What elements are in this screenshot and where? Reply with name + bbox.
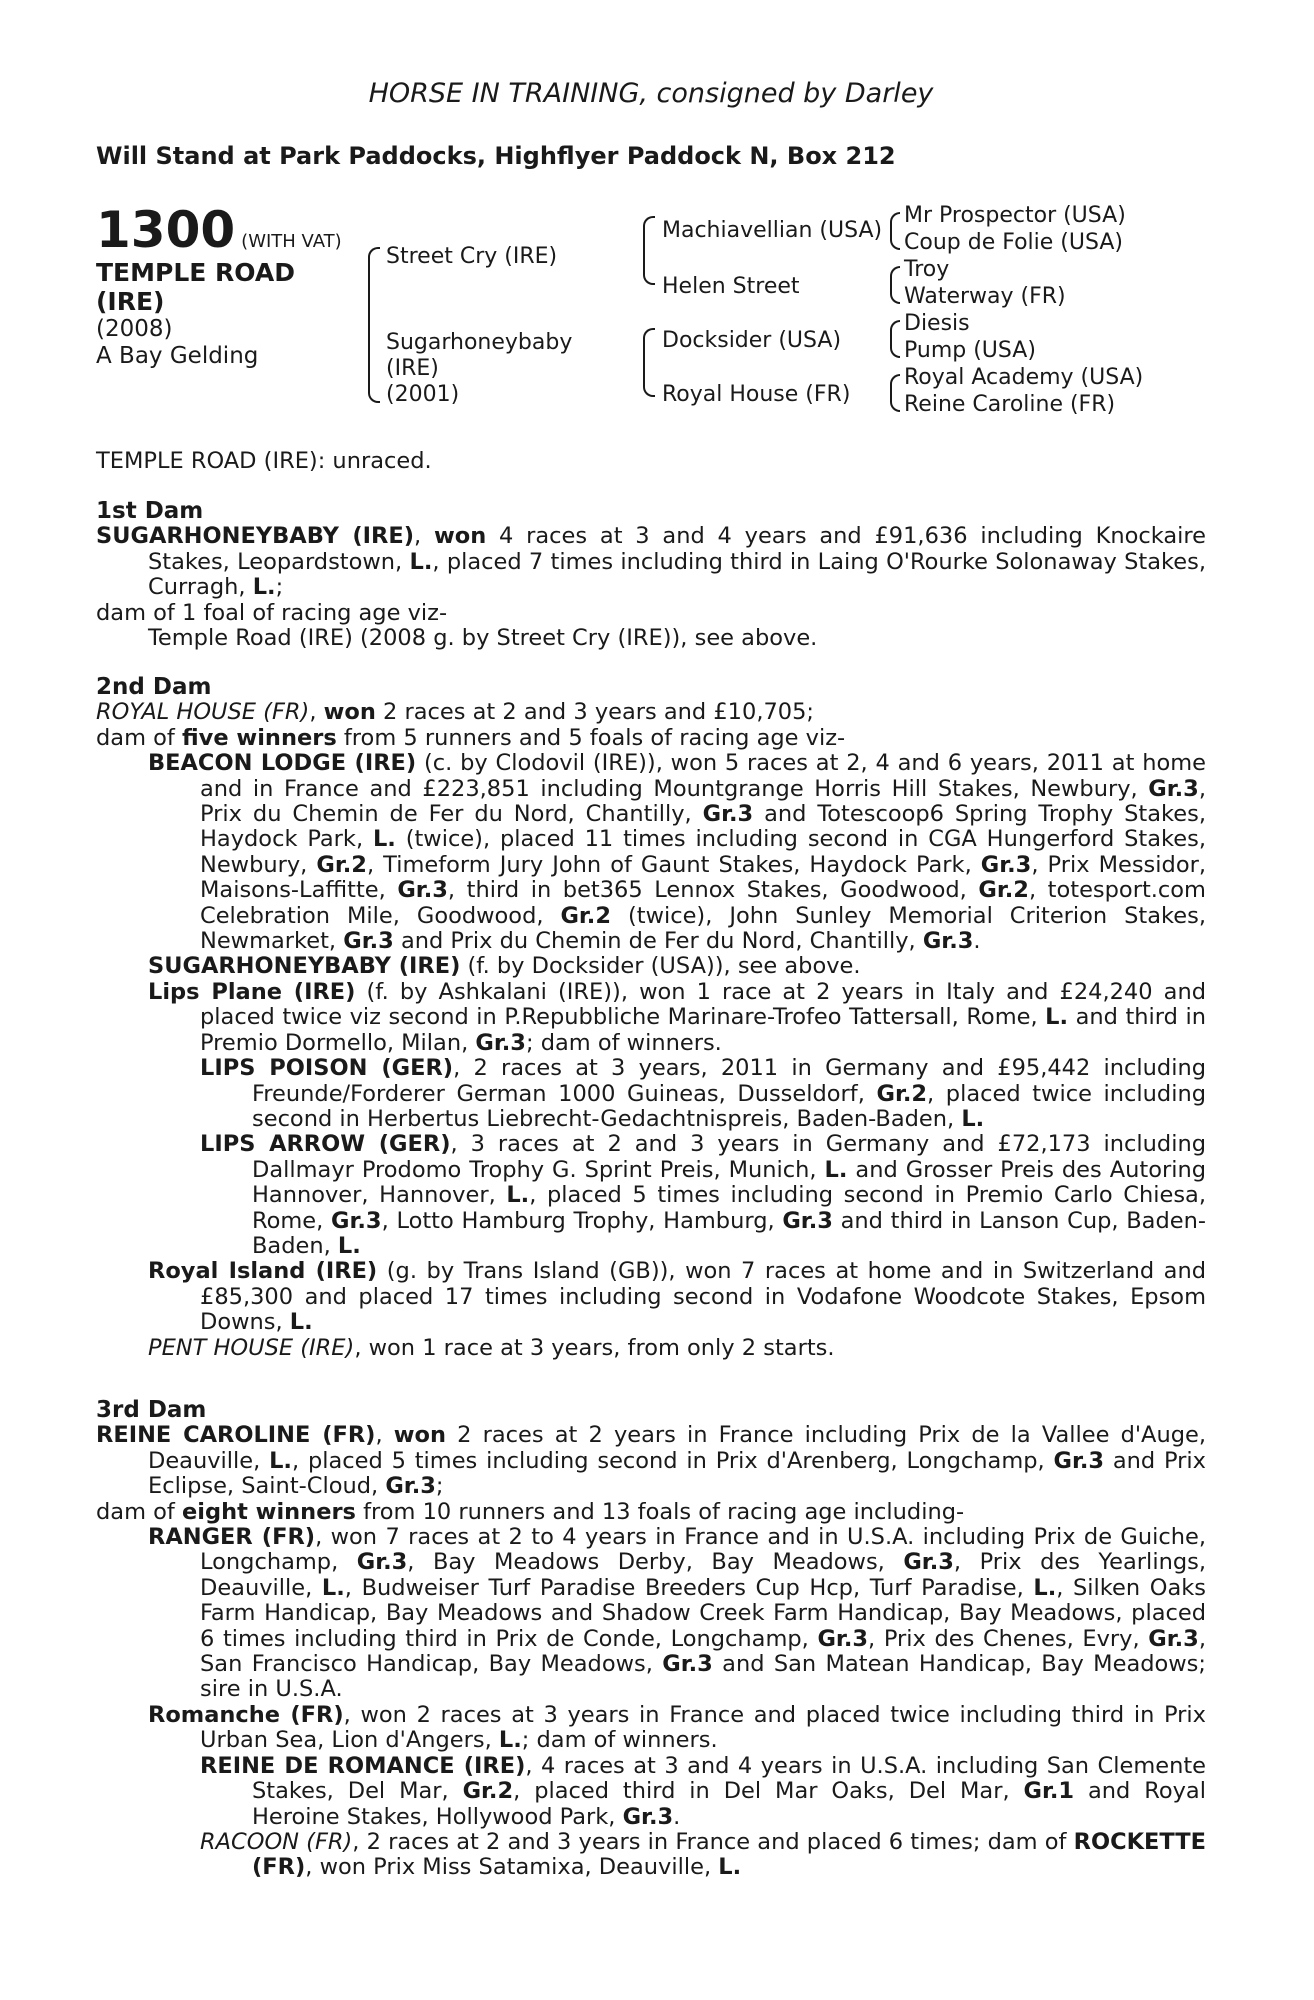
third-dam-record: REINE CAROLINE (FR), won 2 races at 2 years in France including Prix de la Vallee d'Auge, Deauville, L., placed 5 times including second in Prix d'Arenberg, Longchamp, Gr.3 and Prix Eclipse, Saint-Cloud, Gr.3; [96,1422,1207,1500]
third-dam-section [96,1398,1206,1881]
pedigree-dsd: Pump (USA) [904,338,1036,363]
horse-info [96,316,258,370]
pedigree-sdd: Waterway (FR) [904,284,1066,309]
first-dam-record: SUGARHONEYBABY (IRE), won 4 races at 3 and 4 years and £91,636 including Knockaire Stakes, Leopardstown, L., placed 7 times including third in Laing O'Rourke Solonaway Stakes, Curragh, L.; [96,523,1206,601]
pedigree-bracket-sire [643,216,655,285]
pedigree-ssd: Coup de Folie (USA) [904,230,1123,255]
first-dam-section [96,499,1206,651]
pedigree-dam-dam: Royal House (FR) [662,382,851,407]
pedigree-dds: Royal Academy (USA) [904,365,1144,390]
produce-reine-de-romance: REINE DE ROMANCE (IRE), 4 races at 3 and 4 years in U.S.A. including San Clemente Stakes, Del Mar, Gr.2, placed third in Del Mar Oaks, Del Mar, Gr.1 and Royal Heroine Stakes, Hollywood Park, Gr.3. [200,1752,1207,1830]
pedigree-dam: Sugarhoneybaby (IRE) (2001) [386,330,573,407]
pedigree-sds: Troy [904,257,950,282]
pedigree-ddd: Reine Caroline (FR) [904,392,1116,417]
produce-lips-poison: LIPS POISON (GER), 2 races at 3 years, 2011 in Germany and £95,442 including Freunde/Forderer German 1000 Guineas, Dusseldorf, Gr.2, placed twice including second in Herbertus Liebrecht-Gedachtnispreis, Baden-Baden, L. [200,1055,1207,1132]
produce-lips-plane: Lips Plane (IRE) (f. by Ashkalani (IRE)), won 1 race at 2 years in Italy and £24,240 and placed twice viz second in P.Repubbliche Marinare-Trofeo Tattersall, Rome, L. and third in Premio Dormello, Milan, Gr.3; dam of winners. [148,978,1206,1056]
pedigree-sire-sire: Machiavellian (USA) [662,218,883,243]
pedigree-bracket-3b [890,266,900,304]
horse-name-line1: TEMPLE ROAD [96,258,295,287]
horse-description: A Bay Gelding [96,343,259,369]
pedigree-sire-dam: Helen Street [662,274,800,299]
horse-name [96,258,295,316]
produce-racoon: RACOON (FR), 2 races at 2 and 3 years in France and placed 6 times; dam of ROCKETTE (FR), won Prix Miss Satamixa, Deauville, L. [200,1828,1206,1881]
produce-pent-house: PENT HOUSE (IRE), won 1 race at 3 years, from only 2 starts. [148,1334,835,1361]
lot-number: 1300 [96,201,236,259]
third-dam-produce: dam of eight winners from 10 runners and 13 foals of racing age including- [96,1498,965,1525]
second-dam-produce: dam of five winners from 5 runners and 5 foals of racing age viz- [96,724,846,751]
produce-sugarhoneybaby: SUGARHONEYBABY (IRE) (f. by Docksider (USA)), see above. [148,953,861,980]
vat-note: (WITH VAT) [241,231,342,252]
pedigree-bracket-3a [890,212,900,250]
first-dam-produce: dam of 1 foal of racing age viz- [96,599,448,626]
produce-ranger: RANGER (FR), won 7 races at 2 to 4 years in France and in U.S.A. including Prix de Guiche, Longchamp, Gr.3, Bay Meadows Derby, Bay Meadows, Gr.3, Prix des Yearlings, Deauville, L., Budweiser Turf Paradise Breeders Cup Hcp, Turf Paradise, L., Silken Oaks Farm Handicap, Bay Meadows and Shadow Creek Farm Handicap, Bay Meadows, placed 6 times including third in Prix de Conde, Longchamp, Gr.3, Prix des Chenes, Evry, Gr.3, San Francisco Handicap, Bay Meadows, Gr.3 and San Matean Handicap, Bay Meadows; sire in U.S.A. [148,1524,1207,1703]
stand-location: Will Stand at Park Paddocks, Highflyer Paddock N, Box 212 [96,142,896,170]
produce-royal-island: Royal Island (IRE) (g. by Trans Island (GB)), won 7 races at home and in Switzerland and £85,300 and placed 17 times including second in Vodafone Woodcote Stakes, Epsom Downs, L. [148,1258,1206,1336]
lot-number-block [96,201,342,259]
second-dam-heading: 2nd Dam [96,674,212,700]
pedigree-dss: Diesis [904,311,970,336]
produce-romanche: Romanche (FR), won 2 races at 3 years in France and placed twice including third in Prix Urban Sea, Lion d'Angers, L.; dam of winners. [148,1701,1206,1754]
first-dam-foal: Temple Road (IRE) (2008 g. by Street Cry (IRE)), see above. [148,625,818,652]
first-dam-heading: 1st Dam [96,498,204,524]
pedigree-bracket-main [368,247,380,403]
pedigree-bracket-3d [890,374,900,412]
second-dam-record: ROYAL HOUSE (FR), won 2 races at 2 and 3 years and £10,705; [96,699,814,726]
second-dam-section [96,675,1206,1361]
third-dam-heading: 3rd Dam [96,1397,207,1423]
pedigree-bracket-dam [643,328,655,397]
horse-year: (2008) [96,316,173,342]
pedigree-sire: Street Cry (IRE) [386,244,558,269]
race-summary: TEMPLE ROAD (IRE): unraced. [96,448,432,474]
produce-lips-arrow: LIPS ARROW (GER), 3 races at 2 and 3 years in Germany and £72,173 including Dallmayr Prodomo Trophy G. Sprint Preis, Munich, L. and Grosser Preis des Autoring Hannover, Hannover, L., placed 5 times including second in Premio Carlo Chiesa, Rome, Gr.3, Lotto Hamburg Trophy, Hamburg, Gr.3 and third in Lanson Cup, Baden-Baden, L. [200,1131,1207,1259]
page-header: HORSE IN TRAINING, consigned by Darley [368,78,934,109]
pedigree-dam-sire: Docksider (USA) [662,328,842,353]
horse-name-line2: (IRE) [96,287,165,316]
pedigree-sss: Mr Prospector (USA) [904,203,1126,228]
pedigree-bracket-3c [890,320,900,358]
produce-beacon-lodge: BEACON LODGE (IRE) (c. by Clodovil (IRE)), won 5 races at 2, 4 and 6 years, 2011 at home and in France and £223,851 including Mountgrange Horris Hill Stakes, Newbury, Gr.3, Prix du Chemin de Fer du Nord, Chantilly, Gr.3 and Totescoop6 Spring Trophy Stakes, Haydock Park, L. (twice), placed 11 times including second in CGA Hungerford Stakes, Newbury, Gr.2, Timeform Jury John of Gaunt Stakes, Haydock Park, Gr.3, Prix Messidor, Maisons-Laffitte, Gr.3, third in bet365 Lennox Stakes, Goodwood, Gr.2, totesport.com Celebration Mile, Goodwood, Gr.2 (twice), John Sunley Memorial Criterion Stakes, Newmarket, Gr.3 and Prix du Chemin de Fer du Nord, Chantilly, Gr.3. [148,750,1206,955]
